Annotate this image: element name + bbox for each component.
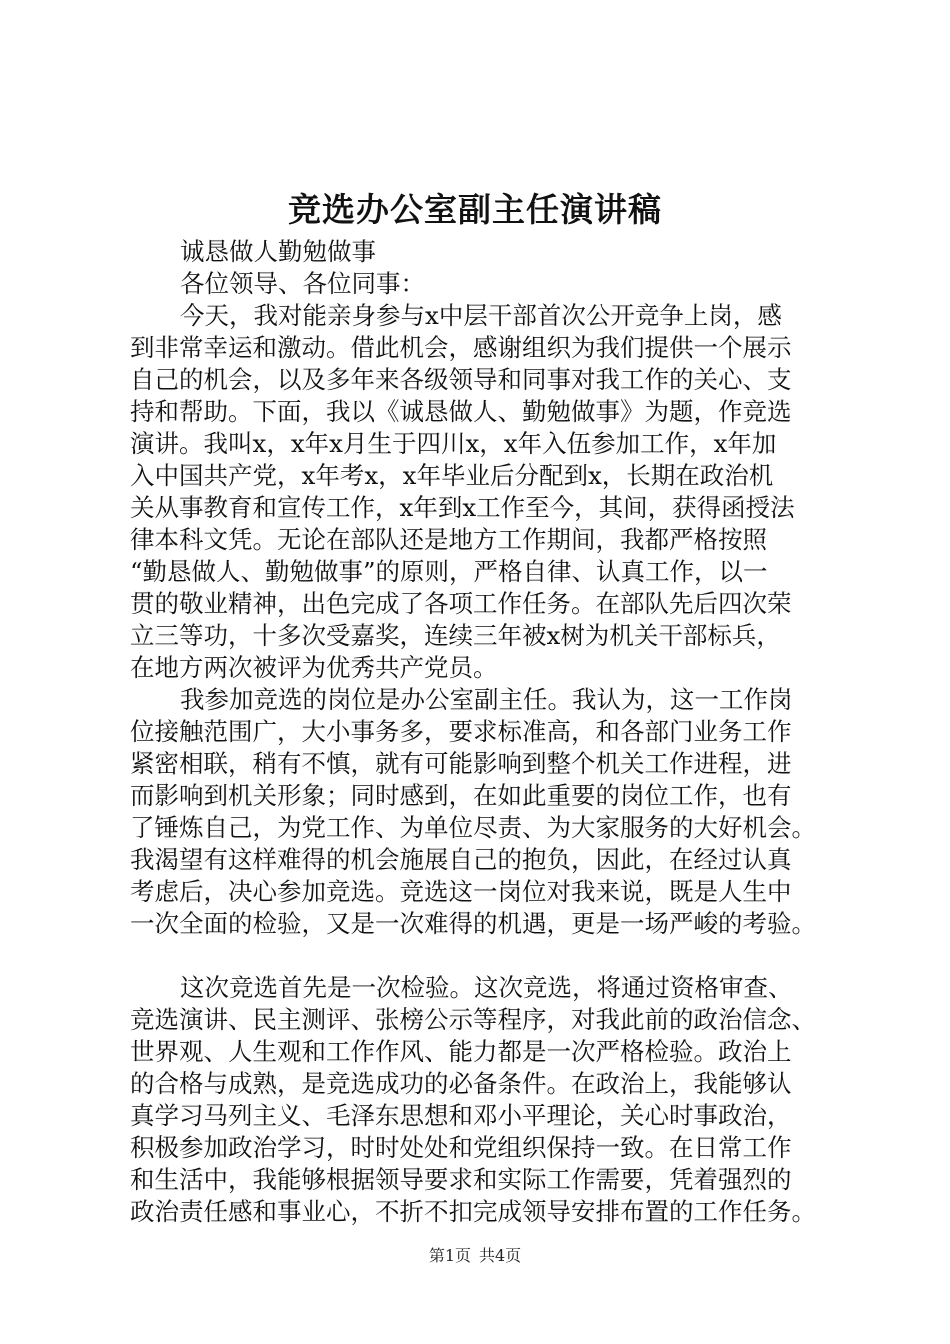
- paragraph-1-line: 到非常幸运和激动。借此机会，感谢组织为我们提供一个展示: [130, 333, 792, 362]
- paragraph-2-line: 一次全面的检验，又是一次难得的机遇，更是一场严峻的考验。: [130, 909, 816, 938]
- document-body: [130, 236, 855, 1228]
- paragraph-3-line: 和生活中，我能够根据领导要求和实际工作需要，凭着强烈的: [130, 1165, 792, 1194]
- paragraph-3-line: 世界观、人生观和工作作风、能力都是一次严格检验。政治上: [130, 1037, 792, 1066]
- paragraph-2-line: 了锤炼自己，为党工作、为单位尽责、为大家服务的大好机会。: [130, 813, 816, 842]
- salutation-line: 各位领导、各位同事：: [180, 269, 425, 298]
- paragraph-2-line: 考虑后，决心参加竞选。竞选这一岗位对我来说，既是人生中: [130, 877, 792, 906]
- page-total: 共4页: [479, 1246, 522, 1265]
- paragraph-1-line: “勤恳做人、勤勉做事”的原则，严格自律、认真工作，以一: [130, 557, 768, 586]
- paragraph-3-line: 真学习马列主义、毛泽东思想和邓小平理论，关心时事政治，: [130, 1101, 792, 1130]
- paragraph-1-line: 持和帮助。下面，我以《诚恳做人、勤勉做事》为题，作竞选: [130, 397, 792, 426]
- paragraph-1-line: 贯的敬业精神，出色完成了各项工作任务。在部队先后四次荣: [130, 589, 792, 618]
- paragraph-3-line: 积极参加政治学习，时时处处和党组织保持一致。在日常工作: [130, 1133, 792, 1162]
- paragraph-3-line: 的合格与成熟，是竞选成功的必备条件。在政治上，我能够认: [130, 1069, 792, 1098]
- paragraph-gap: [130, 940, 855, 972]
- paragraph-2-line: 紧密相联，稍有不慎，就有可能影响到整个机关工作进程，进: [130, 749, 792, 778]
- paragraph-1-line: 自己的机会，以及多年来各级领导和同事对我工作的关心、支: [130, 365, 792, 394]
- paragraph-2-line: 我渴望有这样难得的机会施展自己的抱负，因此，在经过认真: [130, 845, 792, 874]
- paragraph-2-line: 我参加竞选的岗位是办公室副主任。我认为，这一工作岗: [180, 685, 793, 714]
- paragraph-1-line: 在地方两次被评为优秀共产党员。: [130, 653, 498, 682]
- page-footer: [0, 1244, 950, 1268]
- paragraph-3-line: 政治责任感和事业心，不折不扣完成领导安排布置的工作任务。: [130, 1197, 816, 1226]
- paragraph-1-line: 律本科文凭。无论在部队还是地方工作期间，我都严格按照: [130, 525, 767, 554]
- paragraph-2-line: 位接触范围广，大小事务多，要求标准高，和各部门业务工作: [130, 717, 792, 746]
- paragraph-1-line: 关从事教育和宣传工作，x年到x工作至今，其间，获得函授法: [130, 493, 795, 522]
- paragraph-1-line: 演讲。我叫x，x年x月生于四川x，x年入伍参加工作，x年加: [130, 429, 777, 458]
- paragraph-3-line: 这次竞选首先是一次检验。这次竞选，将通过资格审查、: [180, 973, 793, 1002]
- paragraph-1-line: 立三等功，十多次受嘉奖，连续三年被x树为机关干部标兵，: [130, 621, 781, 650]
- page-number: 第1页: [428, 1246, 471, 1265]
- paragraph-1-line: 今天，我对能亲身参与x中层干部首次公开竞争上岗，感: [180, 301, 782, 330]
- subtitle-line: 诚恳做人勤勉做事: [180, 237, 376, 266]
- document-title: 竞选办公室副主任演讲稿: [288, 190, 662, 229]
- paragraph-3-line: 竞选演讲、民主测评、张榜公示等程序，对我此前的政治信念、: [130, 1005, 816, 1034]
- paragraph-2-line: 而影响到机关形象；同时感到，在如此重要的岗位工作，也有: [130, 781, 792, 810]
- paragraph-1-line: 入中国共产党，x年考x，x年毕业后分配到x，长期在政治机: [130, 461, 774, 490]
